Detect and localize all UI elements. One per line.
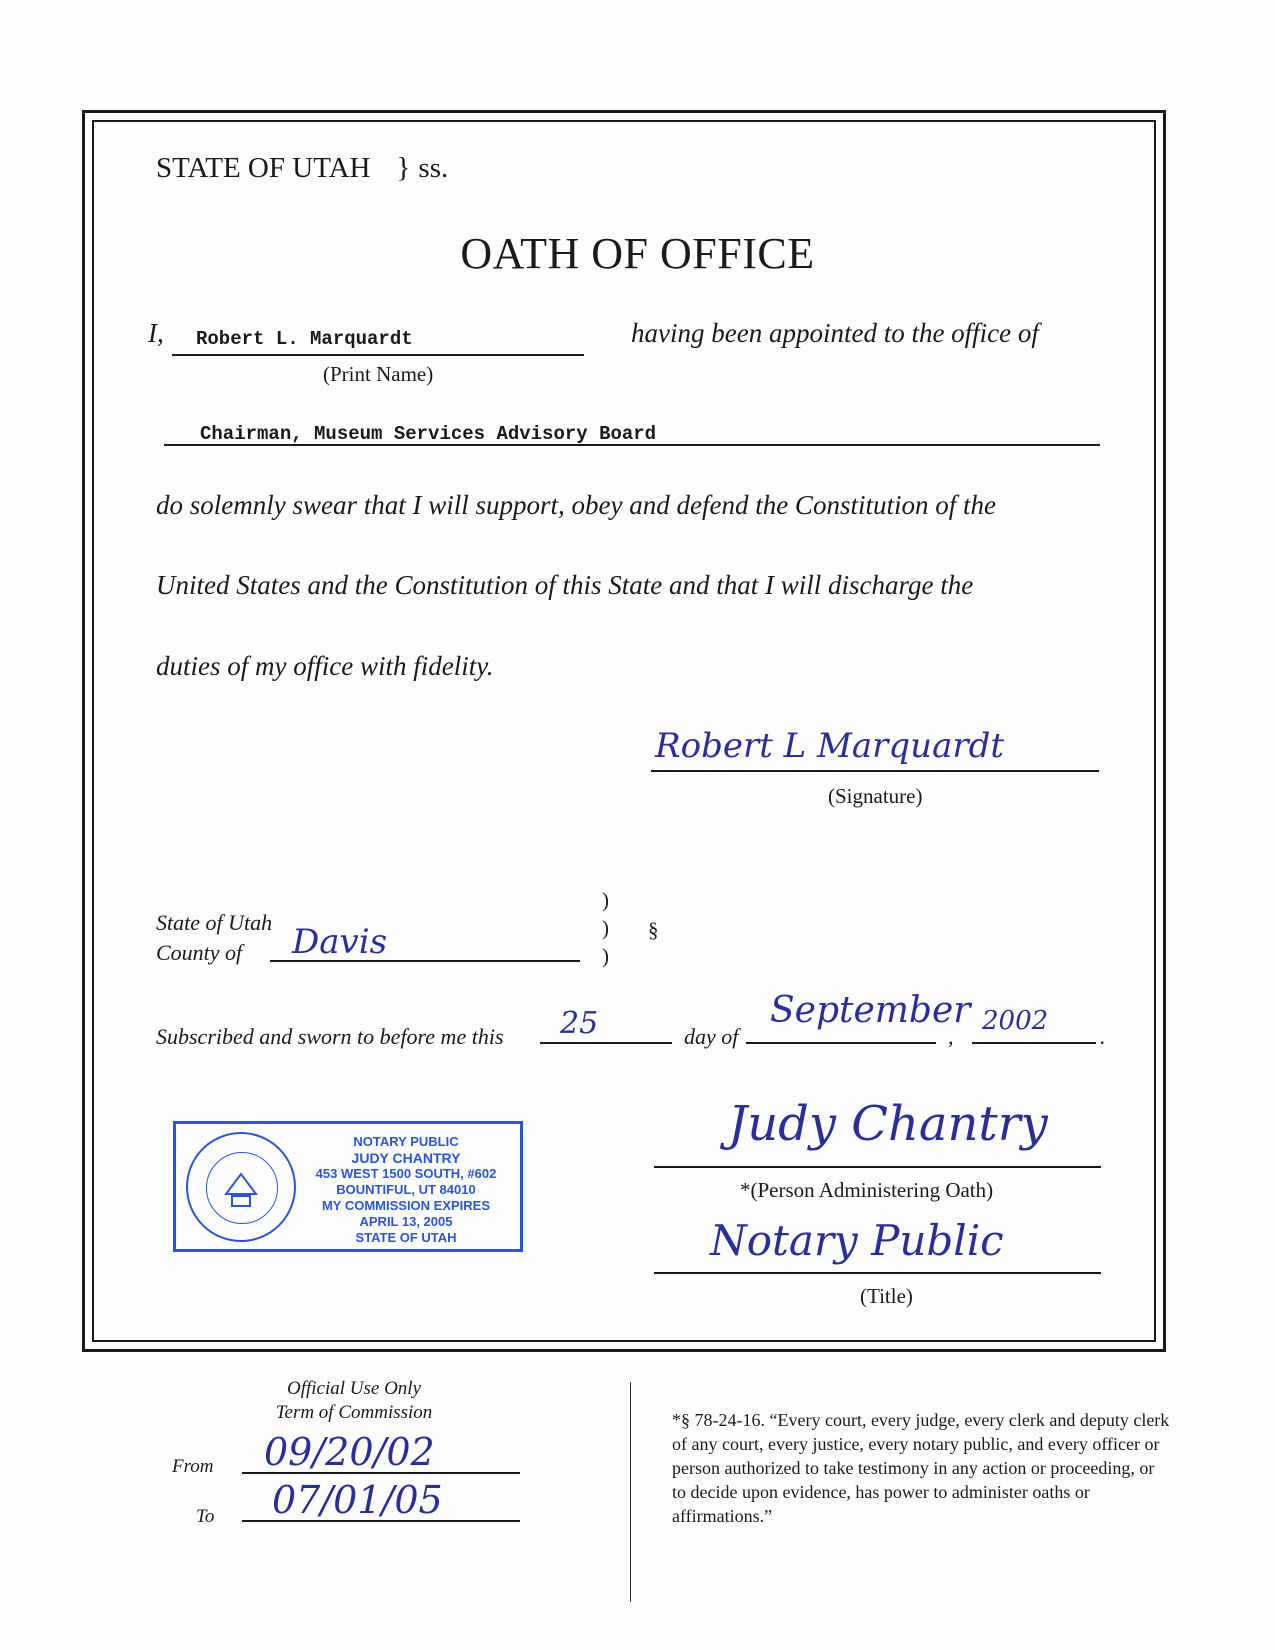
to-value: 07/01/05 (272, 1478, 443, 1522)
official-use-line-1: Official Use Only (286, 1378, 422, 1399)
paren-3: ) (602, 944, 609, 968)
county-value: Davis (292, 922, 388, 962)
venue-ss: ss. (418, 152, 449, 184)
oath-line-3: duties of my office with fidelity. (156, 651, 494, 681)
document-title: OATH OF OFFICE (460, 229, 815, 278)
month-value: September (770, 990, 971, 1031)
signature-handwriting: Robert L Marquardt (655, 726, 1005, 766)
administrator-caption: *(Person Administering Oath) (740, 1178, 994, 1202)
stamp-line-4: BOUNTIFUL, UT 84010 (336, 1182, 476, 1197)
print-name-caption: (Print Name) (323, 362, 434, 386)
paren-1: ) (602, 888, 609, 912)
from-line (242, 1430, 520, 1474)
stamp-line-7: STATE OF UTAH (355, 1230, 457, 1245)
seal-emblem-icon (188, 1134, 294, 1240)
footer-divider (630, 1382, 631, 1602)
to-label: To (196, 1506, 215, 1527)
year-value: 2002 (982, 1006, 1049, 1036)
stamp-line-6: APRIL 13, 2005 (359, 1214, 453, 1229)
official-use-block (254, 1377, 454, 1425)
to-line (242, 1478, 520, 1522)
stamp-line-5: MY COMMISSION EXPIRES (321, 1198, 491, 1213)
title-value: Notary Public (710, 1216, 1004, 1265)
official-use-line-2: Term of Commission (275, 1402, 433, 1423)
venue-header (156, 152, 448, 185)
appointed-text: having been appointed to the office of (631, 318, 1039, 348)
office-line (164, 412, 1100, 446)
administrator-signature: Judy Chantry (728, 1096, 1048, 1152)
print-name-value: Robert L. Marquardt (196, 328, 413, 350)
month-line (746, 990, 971, 1044)
venue-state: STATE OF UTAH (156, 152, 371, 184)
stamp-line-3: 453 WEST 1500 SOUTH, #602 (315, 1166, 497, 1181)
title-caption: (Title) (860, 1284, 913, 1308)
paren-2: ) (602, 916, 609, 940)
date-period: . (1100, 1024, 1106, 1049)
county-label: County of (156, 940, 243, 965)
statute-footnote: *§ 78-24-16. “Every court, every judge, every clerk and deputy clerk of any court, every justice, every notary public, and every officer or person authorized to take testimony in any action or proceeding, or to decide upon evidence, has power to administer oaths or affirmations.” (672, 1410, 1170, 1526)
office-value: Chairman, Museum Services Advisory Board (200, 423, 657, 445)
notary-stamp (173, 1121, 523, 1252)
oath-line-1: do solemnly swear that I will support, obey and defend the Constitution of the (156, 490, 996, 520)
state-of-utah-label: State of Utah (156, 910, 273, 935)
day-line (540, 1006, 672, 1044)
print-name-line (172, 320, 584, 356)
section-sign: § (648, 918, 659, 942)
venue-brace: } (396, 152, 411, 184)
state-seal-icon (186, 1132, 296, 1242)
subscribed-text: Subscribed and sworn to before me this (156, 1024, 504, 1049)
county-line (270, 922, 580, 962)
stamp-line-2: JUDY CHANTRY (351, 1150, 461, 1166)
oath-line-2: United States and the Constitution of this State and that I will discharge the (156, 570, 974, 600)
stamp-text (294, 1134, 518, 1246)
date-comma: , (948, 1024, 954, 1049)
title-line (654, 1216, 1101, 1274)
from-label: From (172, 1456, 214, 1477)
day-value: 25 (560, 1006, 599, 1041)
administrator-line (654, 1096, 1101, 1168)
oath-i-label: I, (148, 318, 164, 348)
signature-line (651, 726, 1099, 772)
signature-caption: (Signature) (828, 784, 923, 808)
day-of-text: day of (684, 1024, 739, 1049)
stamp-line-1: NOTARY PUBLIC (353, 1134, 459, 1149)
year-line (972, 1006, 1096, 1044)
from-value: 09/20/02 (264, 1430, 435, 1474)
